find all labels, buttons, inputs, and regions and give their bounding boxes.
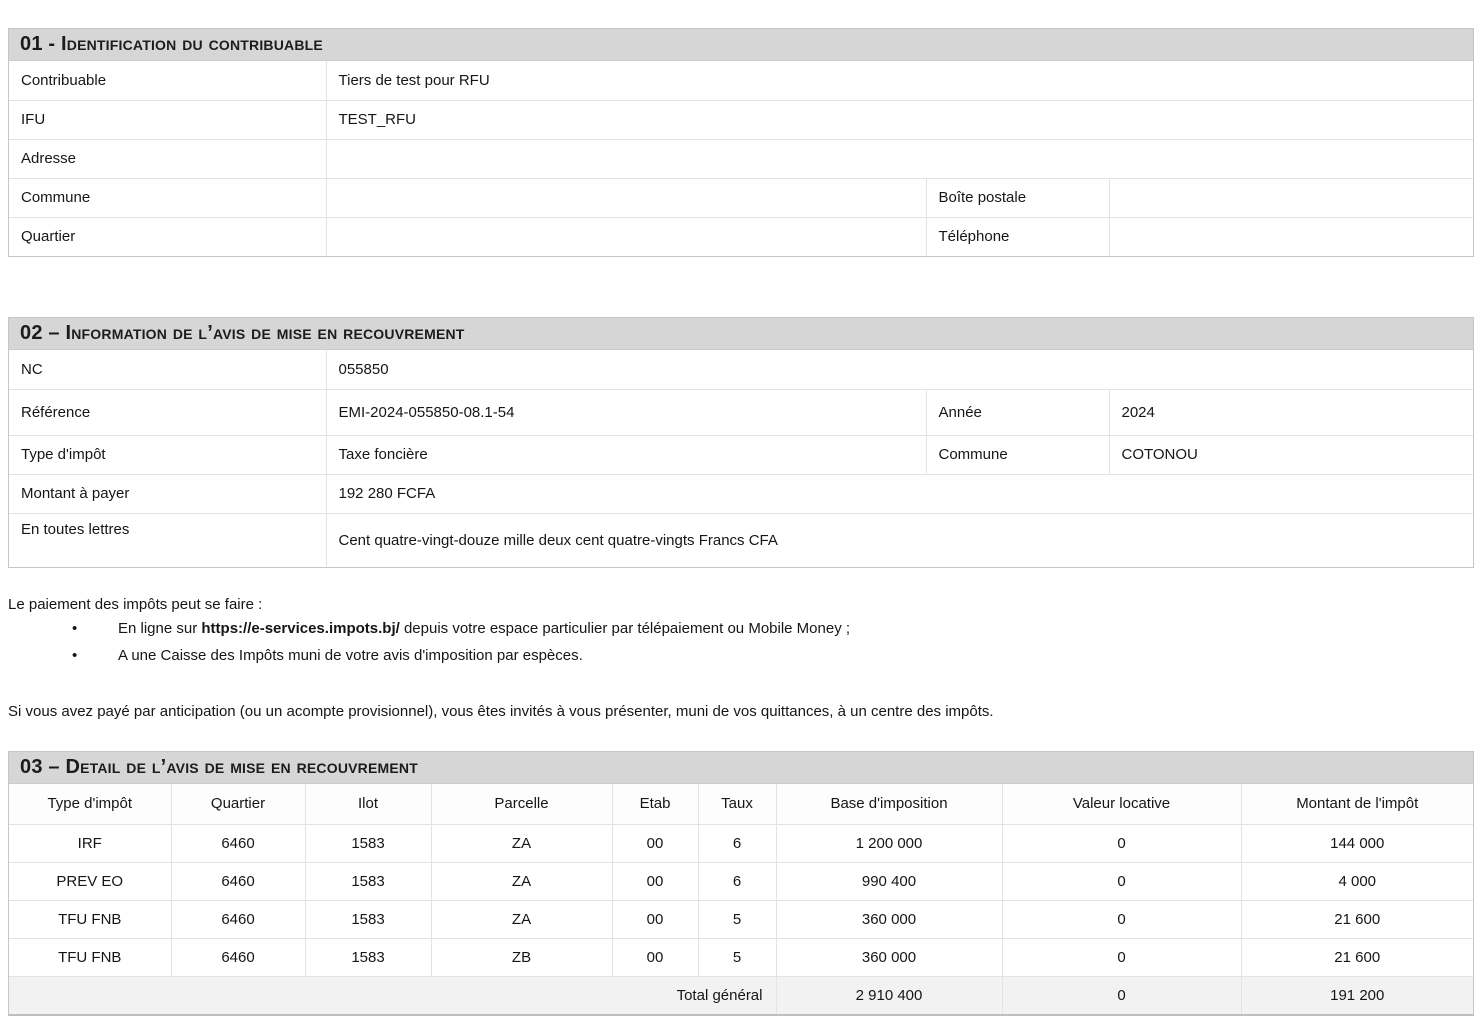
col-valeur-locative: Valeur locative [1002, 784, 1241, 824]
detail-header-row [9, 784, 1473, 824]
cell: 144 000 [1241, 824, 1473, 862]
cell: 0 [1002, 862, 1241, 900]
cell: ZA [431, 824, 612, 862]
identification-table [9, 61, 1473, 256]
cell: 21 600 [1241, 900, 1473, 938]
total-base-imposition: 2 910 400 [776, 976, 1002, 1014]
cell: 1 200 000 [776, 824, 1002, 862]
value-annee: 2024 [1109, 389, 1473, 435]
cell: 6460 [171, 824, 305, 862]
cell: 990 400 [776, 862, 1002, 900]
value-commune [326, 178, 926, 217]
label-ifu: IFU [9, 100, 326, 139]
cell: 6460 [171, 862, 305, 900]
section-avis-detail [8, 751, 1474, 1016]
cell: 5 [698, 938, 776, 976]
col-montant-impot: Montant de l'impôt [1241, 784, 1473, 824]
payment-url-link[interactable]: https://e-services.impots.bj/ [201, 620, 400, 637]
label-nc: NC [9, 350, 326, 389]
value-ifu: TEST_RFU [326, 100, 1473, 139]
label-commune-avis: Commune [926, 435, 1109, 474]
cell: 1583 [305, 938, 431, 976]
cell: TFU FNB [9, 900, 171, 938]
table-row [9, 100, 1473, 139]
cell: IRF [9, 824, 171, 862]
cell: PREV EO [9, 862, 171, 900]
total-valeur-locative: 0 [1002, 976, 1241, 1014]
cell: 1583 [305, 862, 431, 900]
avis-detail-table [9, 784, 1473, 1014]
label-adresse: Adresse [9, 139, 326, 178]
label-contribuable: Contribuable [9, 61, 326, 100]
payment-bullet-caisse: A une Caisse des Impôts muni de votre avis d'imposition par espèces. [118, 647, 583, 664]
total-row [9, 976, 1473, 1014]
bullet1-suffix: depuis votre espace particulier par télépaiement ou Mobile Money ; [399, 620, 851, 637]
cell: 0 [1002, 938, 1241, 976]
value-type-impot: Taxe foncière [326, 435, 926, 474]
label-telephone: Téléphone [926, 217, 1109, 256]
spacer [8, 257, 1474, 317]
cell: 360 000 [776, 900, 1002, 938]
cell: 00 [612, 862, 698, 900]
table-row [9, 178, 1473, 217]
total-montant-impot: 191 200 [1241, 976, 1473, 1014]
cell: 21 600 [1241, 938, 1473, 976]
col-parcelle: Parcelle [431, 784, 612, 824]
value-commune-avis: COTONOU [1109, 435, 1473, 474]
list-item [8, 647, 1474, 674]
cell: 6460 [171, 938, 305, 976]
label-commune: Commune [9, 178, 326, 217]
section-identification [8, 28, 1474, 257]
table-row [9, 217, 1473, 256]
list-item [8, 620, 1474, 647]
section1-title: 01 - Identification du contribuable [9, 29, 1473, 61]
total-label: Total général [9, 976, 776, 1014]
payment-note: Si vous avez payé par anticipation (ou un acompte provisionnel), vous êtes invités à vous présenter, muni de vos quittances, à un centre des impôts. [8, 703, 994, 720]
label-montant: Montant à payer [9, 474, 326, 513]
cell: 360 000 [776, 938, 1002, 976]
col-type-impot: Type d'impôt [9, 784, 171, 824]
cell: ZA [431, 900, 612, 938]
label-boite-postale: Boîte postale [926, 178, 1109, 217]
cell: 00 [612, 824, 698, 862]
cell: 6 [698, 862, 776, 900]
cell: 00 [612, 938, 698, 976]
cell: 5 [698, 900, 776, 938]
value-montant: 192 280 FCFA [326, 474, 1473, 513]
cell: TFU FNB [9, 938, 171, 976]
col-quartier: Quartier [171, 784, 305, 824]
value-adresse [326, 139, 1473, 178]
col-etab: Etab [612, 784, 698, 824]
table-row [9, 389, 1473, 435]
table-row [9, 474, 1473, 513]
section3-title: 03 – Detail de l’avis de mise en recouvrement [9, 752, 1473, 784]
label-reference: Référence [9, 389, 326, 435]
table-row [9, 938, 1473, 976]
cell: 1583 [305, 824, 431, 862]
section2-title: 02 – Information de l’avis de mise en recouvrement [9, 318, 1473, 350]
section-avis-info [8, 317, 1474, 568]
bullet-icon: • [72, 647, 78, 664]
cell: 6460 [171, 900, 305, 938]
value-quartier [326, 217, 926, 256]
table-row [9, 824, 1473, 862]
bullet-icon: • [72, 620, 78, 637]
value-contribuable: Tiers de test pour RFU [326, 61, 1473, 100]
cell: 1583 [305, 900, 431, 938]
payment-bullet-online [118, 620, 850, 637]
payment-intro: Le paiement des impôts peut se faire : [8, 596, 263, 613]
table-row [9, 862, 1473, 900]
label-type-impot: Type d'impôt [9, 435, 326, 474]
value-telephone [1109, 217, 1473, 256]
cell: 00 [612, 900, 698, 938]
table-row [9, 61, 1473, 100]
cell: ZB [431, 938, 612, 976]
payment-bullet-list [8, 620, 1474, 674]
cell: 4 000 [1241, 862, 1473, 900]
cell: 6 [698, 824, 776, 862]
label-en-toutes-lettres: En toutes lettres [9, 513, 326, 567]
table-row [9, 139, 1473, 178]
cell: 0 [1002, 824, 1241, 862]
value-nc: 055850 [326, 350, 1473, 389]
col-taux: Taux [698, 784, 776, 824]
avis-info-table [9, 350, 1473, 567]
table-row [9, 900, 1473, 938]
col-base-imposition: Base d'imposition [776, 784, 1002, 824]
label-quartier: Quartier [9, 217, 326, 256]
label-annee: Année [926, 389, 1109, 435]
value-en-toutes-lettres: Cent quatre-vingt-douze mille deux cent quatre-vingts Francs CFA [326, 513, 1473, 567]
value-reference: EMI-2024-055850-08.1-54 [326, 389, 926, 435]
table-row [9, 435, 1473, 474]
cell: 0 [1002, 900, 1241, 938]
table-row [9, 350, 1473, 389]
bullet1-prefix: En ligne sur [118, 620, 202, 637]
value-boite-postale [1109, 178, 1473, 217]
table-row [9, 513, 1473, 567]
cell: ZA [431, 862, 612, 900]
col-ilot: Ilot [305, 784, 431, 824]
